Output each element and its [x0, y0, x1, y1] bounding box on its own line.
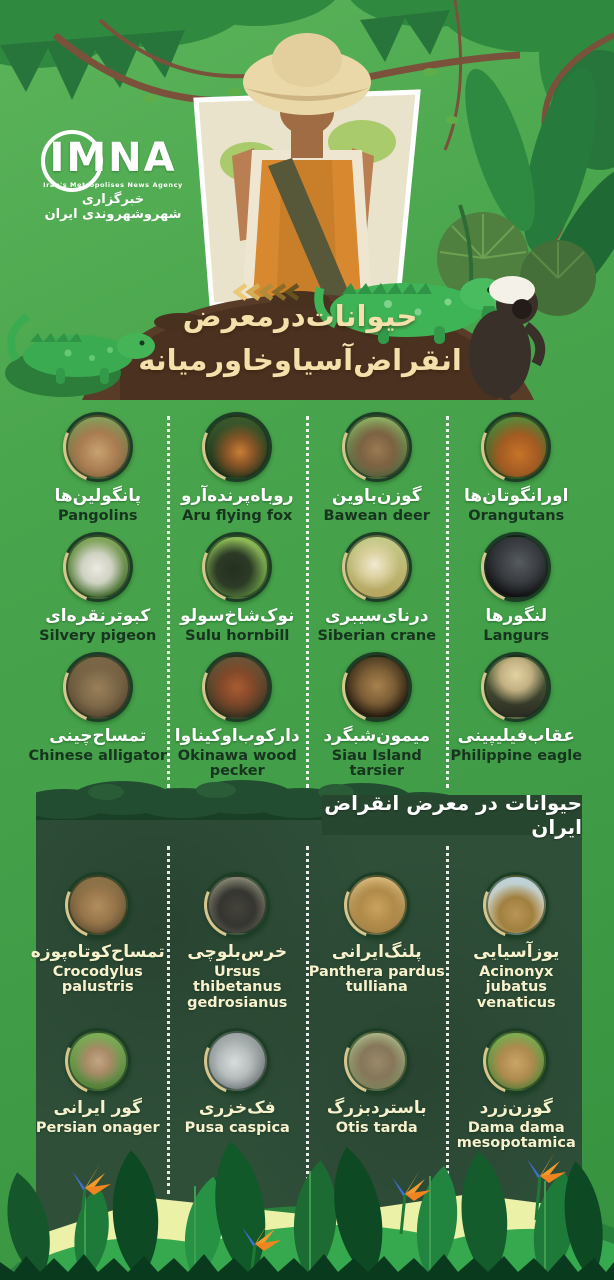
animal-name-fa: پانگولین‌ها — [54, 486, 141, 506]
animal-name-latin: Dama dama mesopotamica — [456, 1119, 576, 1152]
animal-name-fa: پلنگ‌ایرانی — [331, 942, 422, 962]
animal-name-fa: یوزآسیایی — [473, 942, 560, 962]
animal-card-acinonyx — [447, 872, 587, 1028]
animal-name-latin: Otis tarda — [335, 1119, 418, 1136]
animal-name-fa: اورانگوتان‌ها — [464, 486, 569, 506]
animal-card-langur — [447, 532, 587, 652]
animal-photo — [65, 872, 131, 938]
animal-card-chinese-alligator — [28, 652, 168, 792]
pangolin-photo — [66, 415, 130, 479]
animal-name-latin: Panthera pardus tulliana — [308, 963, 445, 996]
animal-name-fa: لنگورها — [485, 606, 548, 626]
philippine-eagle-photo — [484, 655, 548, 719]
animal-photo — [63, 412, 133, 482]
animal-name-latin: Crocodylus palustris — [52, 963, 143, 996]
animal-name-fa: عقاب‌فیلیپینی — [457, 726, 575, 746]
animal-card-panthera — [307, 872, 447, 1028]
animal-name-fa: گوزن‌باوین — [331, 486, 422, 506]
animal-photo — [63, 652, 133, 722]
animal-name-fa: خرس‌بلوچی — [187, 942, 288, 962]
orangutan-photo — [484, 415, 548, 479]
animal-card-orangutan — [447, 412, 587, 532]
animal-photo — [481, 412, 551, 482]
animal-photo — [63, 532, 133, 602]
animal-name-fa: باستردبزرگ — [326, 1098, 427, 1118]
banana-leaves — [437, 61, 614, 317]
animal-photo — [483, 872, 549, 938]
animal-name-fa: تمساح‌چینی — [49, 726, 147, 746]
animal-card-tarsier — [307, 652, 447, 792]
imna-logo — [30, 135, 196, 222]
animal-name-latin: Pangolins — [57, 507, 138, 524]
animal-photo — [202, 412, 272, 482]
animal-card-okinawa-woodpecker — [168, 652, 308, 792]
animal-name-fa: گوزن‌زرد — [479, 1098, 553, 1118]
jungle-footer-illustration — [0, 1136, 614, 1280]
iran-section-header: حیوانات در معرض انقراض ایران — [322, 795, 582, 835]
okinawa-woodpecker-photo — [205, 655, 269, 719]
animal-name-fa: کبوترنقره‌ای — [45, 606, 151, 626]
animal-card-bawean-deer — [307, 412, 447, 532]
animal-card-siberian-crane — [307, 532, 447, 652]
animal-name-latin: Chinese alligator — [28, 747, 167, 764]
langur-photo — [484, 535, 548, 599]
animal-name-latin: Aru flying fox — [182, 507, 293, 524]
sulu-hornbill-photo — [205, 535, 269, 599]
ursus-photo — [207, 875, 267, 935]
imna-tagline-en: Iran's Metropolises News Agency — [43, 181, 183, 189]
global-animals-grid — [28, 412, 586, 792]
animal-photo — [481, 652, 551, 722]
page-title-line1: حیوانات‌درمعرض — [182, 299, 418, 333]
animal-name-latin: Ursus thibetanus gedrosianus — [187, 963, 288, 1011]
animal-name-fa: گور ایرانی — [53, 1098, 142, 1118]
animal-photo — [204, 872, 270, 938]
animal-name-latin: Pusa caspica — [184, 1119, 290, 1136]
animal-photo — [344, 872, 410, 938]
animal-name-fa: تمساح‌کوتاه‌پوزه — [30, 942, 165, 962]
animal-card-sulu-hornbill — [168, 532, 308, 652]
animal-card-crocodylus — [28, 872, 168, 1028]
animal-name-latin: Orangutans — [468, 507, 565, 524]
pusa-photo — [207, 1031, 267, 1091]
dama-photo — [486, 1031, 546, 1091]
animal-card-flying-fox — [168, 412, 308, 532]
panthera-photo — [347, 875, 407, 935]
animal-card-philippine-eagle — [447, 652, 587, 792]
flying-fox-photo — [205, 415, 269, 479]
animal-card-pangolin — [28, 412, 168, 532]
animal-name-latin: Siau Island tarsier — [331, 747, 422, 780]
animal-photo — [481, 532, 551, 602]
imna-tagline-fa: خبرگزاری شهروشهروندی ایران — [44, 192, 182, 222]
iran-animals-grid — [28, 872, 586, 1178]
animal-photo — [342, 412, 412, 482]
animal-name-latin: Persian onager — [35, 1119, 160, 1136]
animal-name-latin: Bawean deer — [323, 507, 430, 524]
animal-photo — [65, 1028, 131, 1094]
acinonyx-photo — [486, 875, 546, 935]
animal-name-latin: Acinonyx jubatus venaticus — [476, 963, 556, 1011]
animal-photo — [202, 532, 272, 602]
animal-name-latin: Langurs — [483, 627, 550, 644]
animal-photo — [344, 1028, 410, 1094]
siberian-crane-photo — [345, 535, 409, 599]
bawean-deer-photo — [345, 415, 409, 479]
animal-card-silvery-pigeon — [28, 532, 168, 652]
animal-card-ursus — [168, 872, 308, 1028]
animal-name-latin: Sulu hornbill — [185, 627, 290, 644]
animal-name-fa: میمون‌شبگرد — [323, 726, 431, 746]
animal-name-fa: دارکوب‌اوکیناوا — [174, 726, 300, 746]
otis-photo — [347, 1031, 407, 1091]
page-title-line2: انقراض‌آسیاوخاورمیانه — [138, 342, 462, 377]
animal-name-latin: Siberian crane — [317, 627, 437, 644]
animal-photo — [204, 1028, 270, 1094]
imna-logo-mark: IMNA — [49, 135, 177, 181]
animal-name-fa: نوک‌شاخ‌سولو — [180, 606, 295, 626]
chinese-alligator-photo — [66, 655, 130, 719]
crocodylus-photo — [68, 875, 128, 935]
animal-name-fa: درنای‌سیبری — [324, 606, 429, 626]
page-title — [85, 295, 515, 382]
animal-name-latin: Silvery pigeon — [39, 627, 157, 644]
animal-photo — [342, 532, 412, 602]
animal-photo — [202, 652, 272, 722]
animal-photo — [342, 652, 412, 722]
animal-name-fa: روباه‌پرنده‌آرو — [180, 486, 294, 506]
animal-name-fa: فک‌خزری — [198, 1098, 276, 1118]
silvery-pigeon-photo — [66, 535, 130, 599]
onager-photo — [68, 1031, 128, 1091]
animal-name-latin: Okinawa wood pecker — [177, 747, 297, 780]
animal-photo — [483, 1028, 549, 1094]
tarsier-photo — [345, 655, 409, 719]
animal-name-latin: Philippine eagle — [450, 747, 583, 764]
